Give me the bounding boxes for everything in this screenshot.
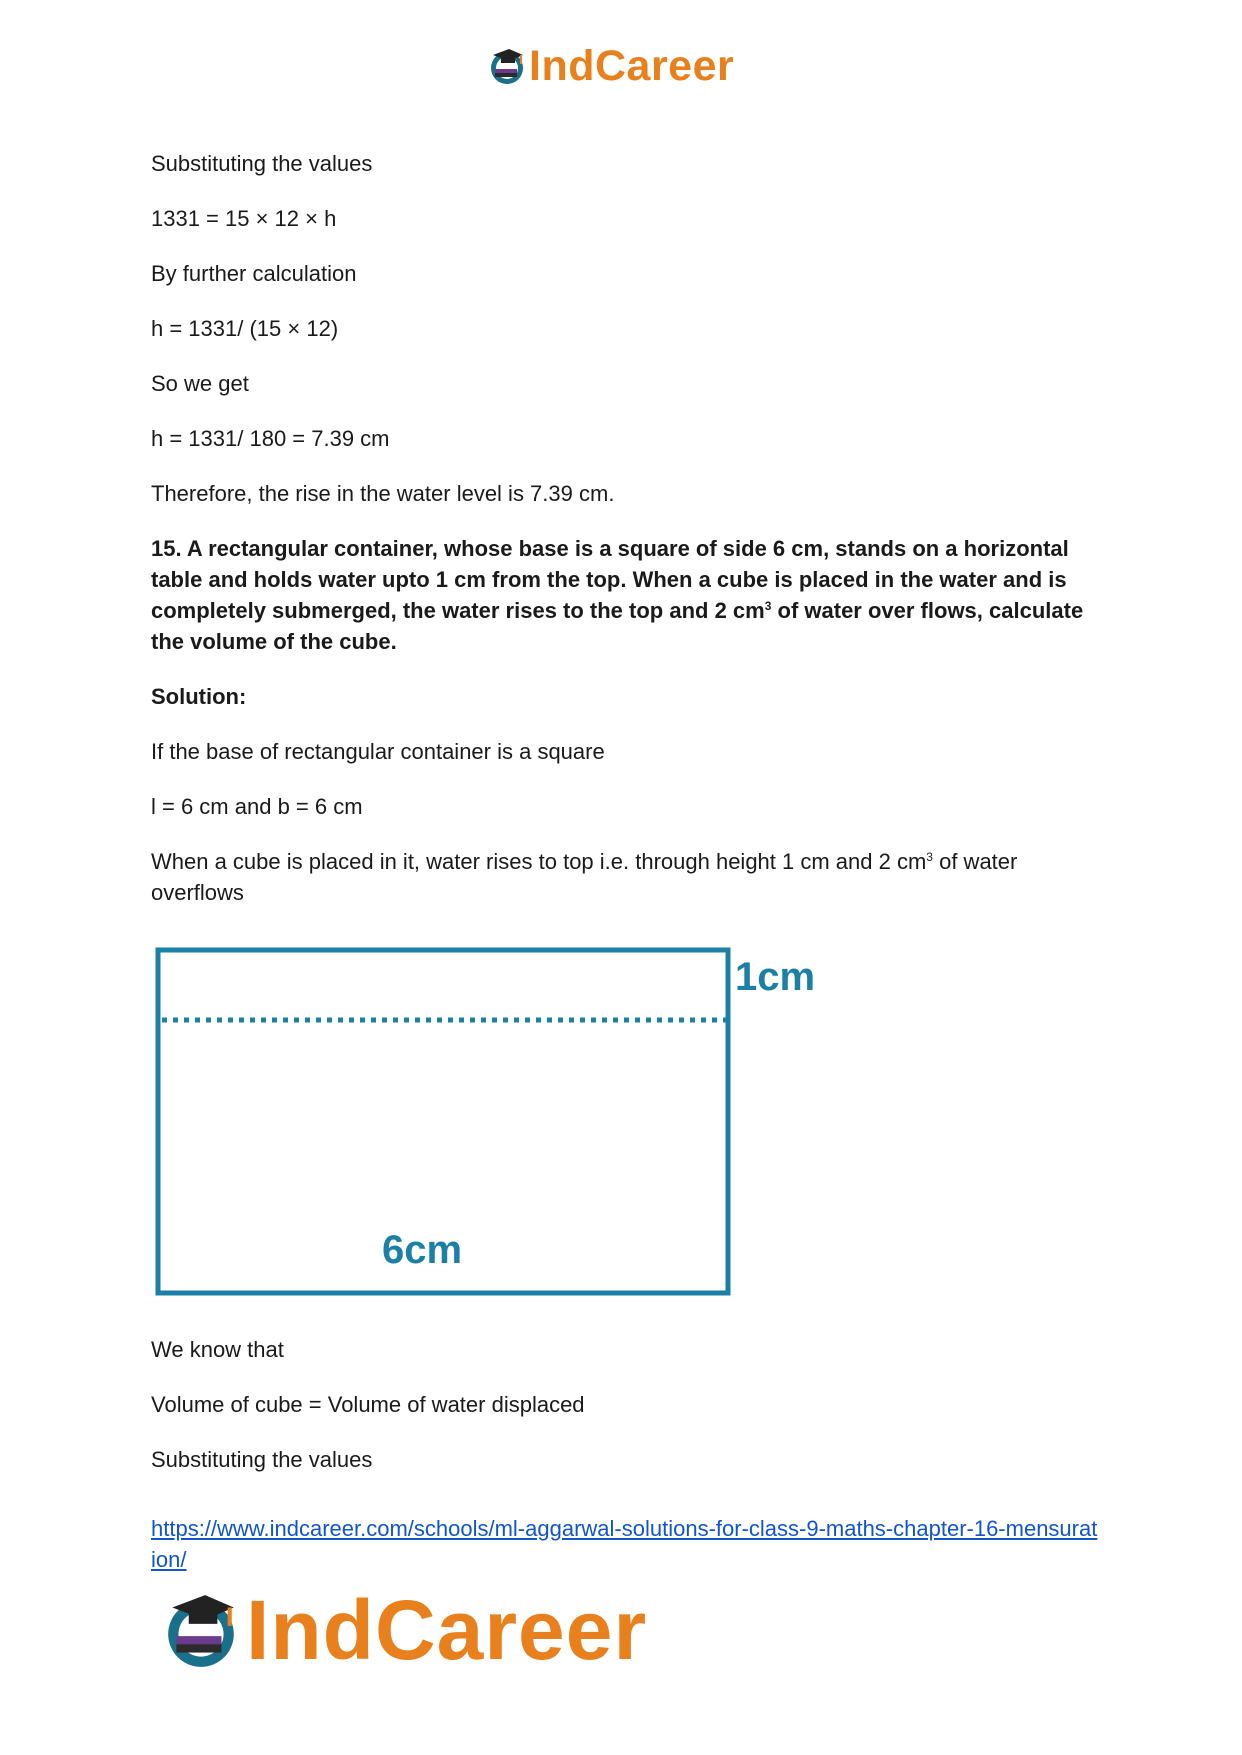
label-6cm: 6cm	[382, 1228, 463, 1272]
container-diagram	[150, 940, 840, 1300]
solution-label: Solution:	[151, 684, 247, 709]
footer-logo	[160, 1582, 648, 1677]
paragraph: Volume of cube = Volume of water displaced	[151, 1392, 585, 1417]
equation: 1331 = 15 × 12 × h	[151, 206, 337, 231]
graduation-cap-icon	[487, 46, 527, 86]
paragraph: We know that	[151, 1337, 284, 1362]
after-figure-content	[151, 1334, 1101, 1499]
logo-text: IndCareer	[529, 41, 735, 90]
equation: l = 6 cm and b = 6 cm	[151, 794, 363, 819]
paragraph: By further calculation	[151, 261, 357, 286]
header-logo	[487, 40, 734, 92]
paragraph: Therefore, the rise in the water level is 7.39 cm.	[151, 481, 615, 506]
superscript: 3	[926, 850, 933, 864]
main-content	[151, 148, 1101, 932]
paragraph: Substituting the values	[151, 1447, 373, 1472]
equation: h = 1331/ 180 = 7.39 cm	[151, 426, 390, 451]
paragraph	[151, 846, 1101, 908]
superscript: 3	[764, 599, 772, 613]
container-diagram-svg	[150, 940, 840, 1300]
paragraph: Substituting the values	[151, 151, 373, 176]
label-1cm: 1cm	[735, 955, 816, 999]
text-a: When a cube is placed in it, water rises to top i.e. through height 1 cm and 2 cm	[151, 849, 927, 874]
paragraph: If the base of rectangular container is a square	[151, 739, 605, 764]
question-text-a: 15. A rectangular container, whose base is a square of side 6 cm, stands on a horizontal table and holds water upto 1 cm from the top. When a cube is placed in the water and is completely submerged, the water rises to the top and 2 cm	[151, 536, 1069, 623]
graduation-cap-icon	[160, 1589, 242, 1671]
source-link[interactable]: https://www.indcareer.com/schools/ml-aggarwal-solutions-for-class-9-maths-chapter-16-mensuration/	[151, 1516, 1098, 1572]
text-b: of water overflows	[151, 849, 1018, 905]
paragraph: So we get	[151, 371, 249, 396]
question-15	[151, 533, 1101, 657]
logo-text: IndCareer	[246, 1582, 648, 1677]
equation: h = 1331/ (15 × 12)	[151, 316, 339, 341]
question-text-b: of water over flows, calculate the volume of the cube.	[151, 598, 1084, 654]
